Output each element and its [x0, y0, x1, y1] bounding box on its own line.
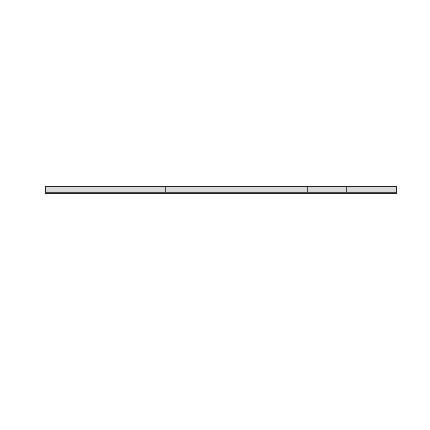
header-method: [166, 187, 308, 192]
results-table: [45, 186, 397, 194]
header-unit: [347, 187, 396, 192]
header-parameter: [46, 187, 166, 192]
table-header-row: [46, 187, 396, 193]
header-result: [308, 187, 347, 192]
